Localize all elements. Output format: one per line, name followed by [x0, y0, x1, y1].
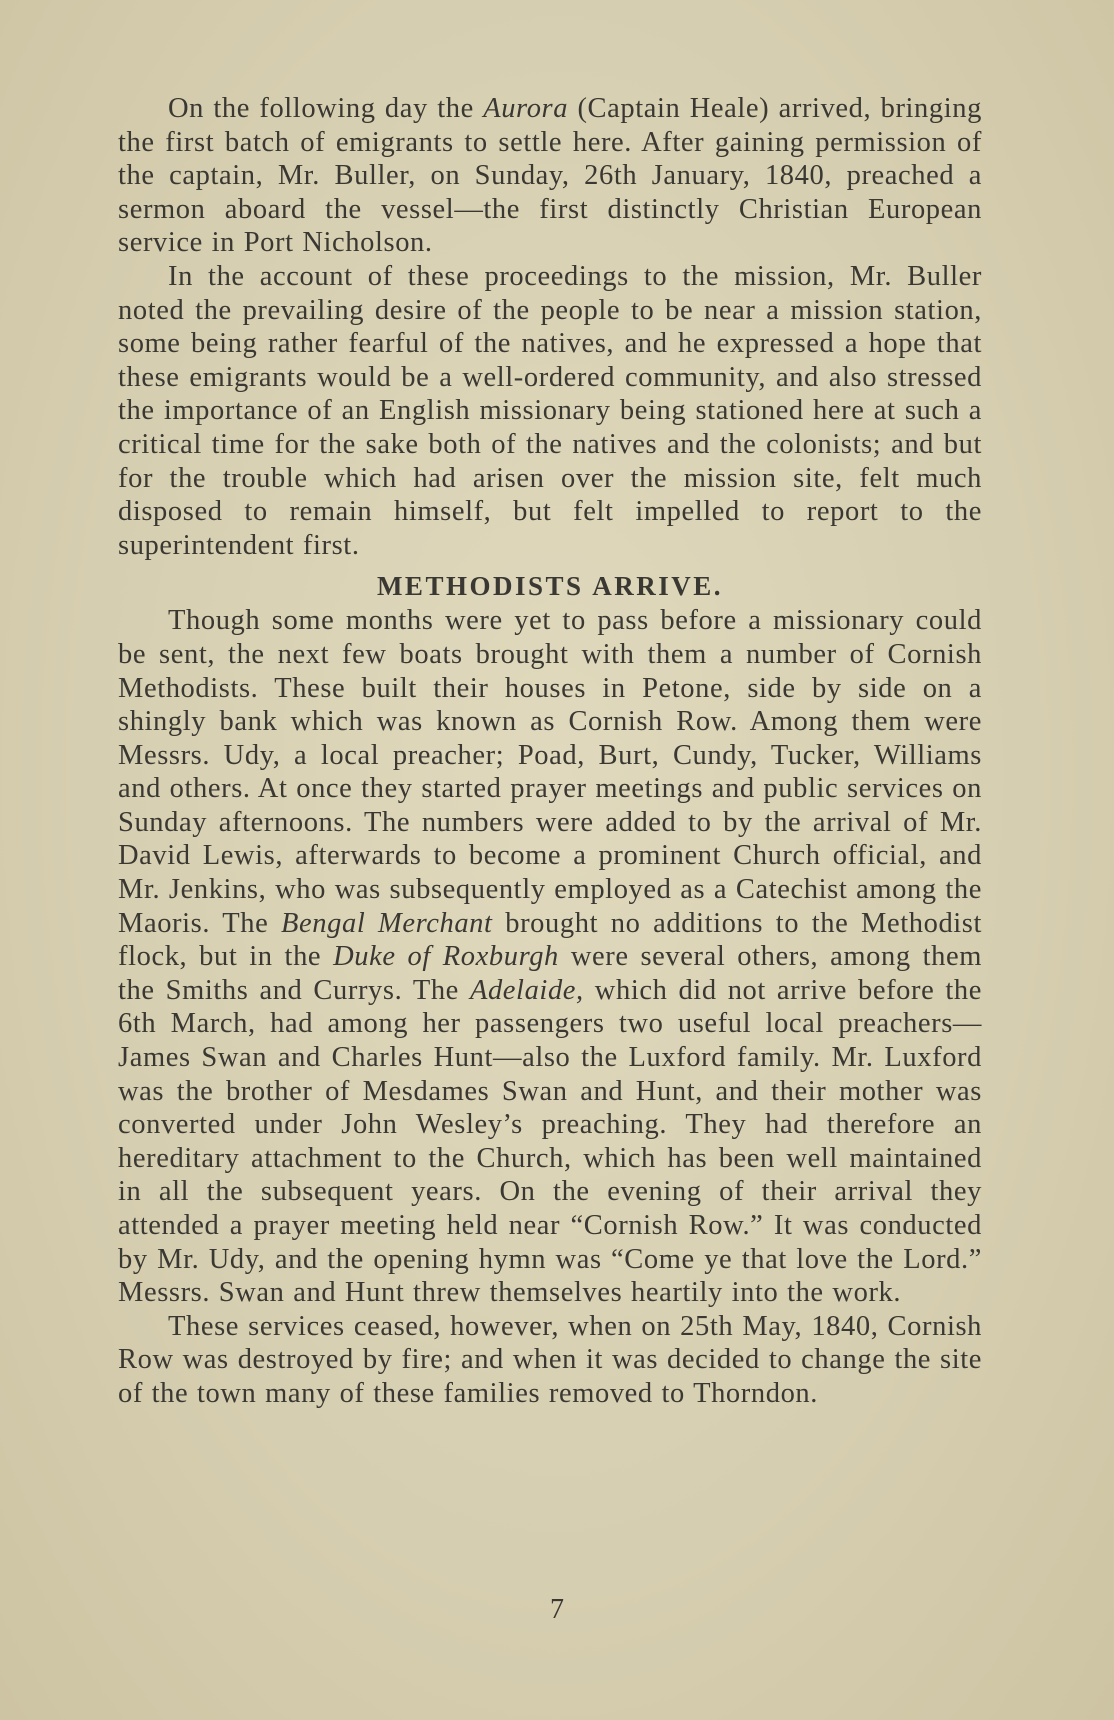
- paragraph-methodists-arrive: [118, 604, 982, 1309]
- text-run: Though some months were yet to pass before a missionary could be sent, the next few boats brought with them a number of Cornish Methodists. These built their houses in Petone, side by side on a shingly bank which was known as Cornish Row. Among them were Messrs. Udy, a local preacher; Poad, Burt, Cundy, Tucker, Williams and others. At once they started prayer meetings and public services on Sunday afternoons. The numbers were added to by the arrival of Mr. David Lewis, afterwards to become a prominent Church official, and Mr. Jenkins, who was subsequently employed as a Catechist among the Maoris. The: [118, 605, 983, 939]
- page-number: 7: [550, 1594, 564, 1625]
- ship-name-italic: Adelaide,: [469, 974, 584, 1006]
- section-heading: METHODISTS ARRIVE.: [376, 571, 724, 602]
- text-run: were several others, among them the Smiths and Currys. The: [118, 941, 982, 1006]
- ship-name-italic: Aurora: [483, 93, 569, 124]
- ship-name-italic: Bengal Merchant: [281, 907, 493, 939]
- text-run: (Captain Heale) arrived, bringing the first batch of emigrants to settle here. After gaining permission of the captain, Mr. Buller, on Sunday, 26th January, 1840, preached a sermon aboard the vessel—the first distinctly Christian European service in Port Nicholson.: [118, 93, 982, 259]
- text-run: On the following day the: [168, 93, 484, 124]
- paragraph-services-ceased: These services ceased, however, when on 25th May, 1840, Cornish Row was destroyed by fire; and when it was decided to change the site of the town many of these families removed to Thorndon.: [118, 1310, 982, 1409]
- paragraph-aurora-arrival: [118, 92, 982, 260]
- text-run: brought no additions to the Methodist flock, but in the: [118, 907, 983, 973]
- paragraph-buller-account: In the account of these proceedings to the mission, Mr. Buller noted the prevailing desire of the people to be near a mission station, some being rather fearful of the natives, and he expressed a hope that these emigrants would be a well-ordered community, and also stressed the importance of an English missionary being stationed here at such a critical time for the sake both of the natives and the colonists; and but for the trouble which had arisen over the mission site, felt much disposed to remain himself, but felt impelled to report to the superintendent first.: [118, 260, 982, 561]
- body-text: [118, 92, 982, 1411]
- ship-name-italic: Duke of Roxburgh: [333, 941, 559, 973]
- text-run: which did not arrive before the 6th March, had among her passengers two useful local preachers—James Swan and Charles Hunt—also the Luxford family. Mr. Luxford was the brother of Mesdames Swan and Hunt, and their mother was converted under John Wesley’s preaching. They had therefore an hereditary attachment to the Church, which has been well maintained in all the subsequent years. On the evening of their arrival they attended a prayer meeting held near “Cornish Row.” It was conducted by Mr. Udy, and the opening hymn was “Come ye that love the Lord.” Messrs. Swan and Hunt threw themselves heartily into the work.: [118, 974, 983, 1309]
